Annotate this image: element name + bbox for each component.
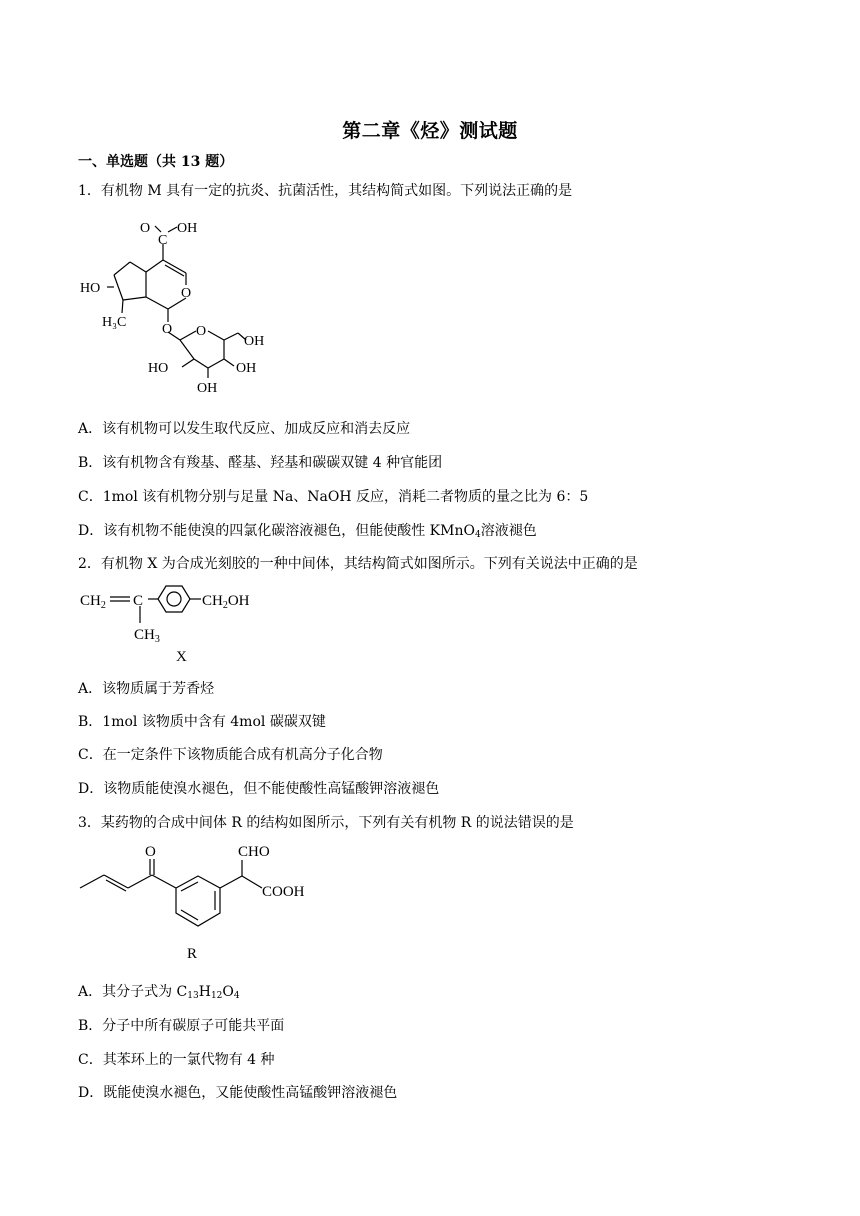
q3-label-cho: CHO bbox=[238, 844, 270, 860]
q3-formula-h: H bbox=[198, 984, 211, 1000]
q2-option-a: A．该物质属于芳香烃 bbox=[78, 681, 215, 697]
q1-label-oh-right: OH bbox=[244, 334, 265, 349]
q1-option-a: A．该有机物可以发生取代反应、加成反应和消去反应 bbox=[78, 421, 411, 437]
q1-option-d-subscript: 4 bbox=[474, 530, 481, 540]
q3-formula-o: O bbox=[222, 984, 234, 1000]
q3-formula-sub-h: 12 bbox=[210, 991, 223, 1001]
q3-label-o: O bbox=[145, 844, 156, 860]
q3-ring-double-bond bbox=[181, 910, 198, 920]
q3-label-cooh: COOH bbox=[262, 884, 305, 900]
q3-option-a bbox=[78, 981, 240, 1001]
q3-bond bbox=[152, 875, 176, 888]
q1-label-oh-bottom: OH bbox=[197, 381, 218, 396]
q3-bond bbox=[220, 876, 242, 888]
q3-benzene-ring bbox=[176, 876, 220, 926]
q2-label-ch2: $CH_2$ bbox=[80, 593, 106, 611]
q3-formula-sub-c: 13 bbox=[187, 991, 199, 1001]
q1-bond bbox=[224, 333, 238, 340]
q1-label-oh-sugar: OH bbox=[236, 361, 257, 376]
q1-structure-figure bbox=[78, 212, 278, 398]
q3-bond bbox=[80, 875, 104, 888]
q2-option-c: C．在一定条件下该物质能合成有机高分子化合物 bbox=[78, 747, 383, 763]
q1-bond bbox=[114, 262, 130, 275]
q1-option-c: C．1mol 该有机物分别与足量 Na、NaOH 反应，消耗二者物质的量之比为 6：5 bbox=[78, 489, 589, 505]
q2-benzene-ring bbox=[158, 586, 190, 612]
q2-option-d: D．该物质能使溴水褪色，但不能使酸性高锰酸钾溶液褪色 bbox=[78, 781, 440, 797]
q3-stem: 3．某药物的合成中间体 R 的结构如图所示，下列有关有机物 R 的说法错误的是 bbox=[78, 815, 574, 831]
q3-structure-figure bbox=[78, 840, 318, 965]
page-title: 第二章《烃》测试题 bbox=[342, 120, 518, 142]
section-heading: 一、单选题（共 13 题） bbox=[78, 154, 234, 170]
q1-label-o-sugar: O bbox=[196, 324, 207, 339]
q2-label-x: X bbox=[176, 649, 187, 665]
q2-label-c: C bbox=[133, 593, 144, 609]
q2-label-ch3: $CH_3$ bbox=[134, 627, 160, 645]
q2-option-b: B．1mol 该物质中含有 4mol 碳碳双键 bbox=[78, 714, 326, 730]
q2-structure-figure bbox=[78, 583, 288, 668]
q1-label-h3c: H₃C bbox=[102, 315, 127, 330]
q1-bond bbox=[146, 297, 168, 309]
q1-bond bbox=[155, 226, 161, 232]
q1-bond bbox=[114, 275, 123, 300]
q1-stem: 1．有机物 M 具有一定的抗炎、抗菌活性，其结构简式如图。下列说法正确的是 bbox=[78, 183, 573, 199]
q1-bond bbox=[130, 262, 146, 272]
q2-stem: 2．有机物 X 为合成光刻胶的一种中间体，其结构简式如图所示。下列有关说法中正确的是 bbox=[78, 556, 638, 572]
q1-bond bbox=[146, 260, 163, 272]
q1-bond bbox=[208, 359, 224, 368]
q1-option-d-tail: 溶液褪色 bbox=[480, 523, 537, 539]
q1-bond bbox=[122, 300, 123, 313]
q1-option-d bbox=[78, 520, 537, 540]
q1-label-c: C bbox=[158, 233, 168, 248]
q1-bond bbox=[224, 359, 234, 366]
q1-label-oh-top: OH bbox=[177, 221, 198, 236]
q3-bond bbox=[128, 875, 152, 888]
q1-bond bbox=[182, 359, 194, 367]
q3-bond bbox=[242, 876, 262, 888]
q1-bond bbox=[180, 340, 194, 359]
q1-bond bbox=[180, 331, 196, 340]
q2-benzene-circle bbox=[167, 592, 181, 606]
q1-option-d-text: D．该有机物不能使溴的四氯化碳溶液褪色，但能使酸性 KMnO bbox=[78, 523, 475, 539]
q3-label-r: R bbox=[187, 946, 198, 962]
q1-label-ho-sugar: HO bbox=[148, 361, 169, 376]
q1-bond bbox=[194, 359, 208, 368]
q3-option-d: D．既能使溴水褪色，又能使酸性高锰酸钾溶液褪色 bbox=[78, 1085, 398, 1101]
q1-label-o-ring: O bbox=[181, 286, 192, 301]
q2-label-ch2oh: $CH_2OH$ bbox=[202, 593, 250, 611]
q1-bond bbox=[168, 227, 177, 232]
q3-option-a-text: A．其分子式为 C bbox=[78, 984, 188, 1000]
q1-label-o-eq: O bbox=[140, 221, 151, 236]
q3-option-b: B．分子中所有碳原子可能共平面 bbox=[78, 1018, 285, 1034]
q1-label-ho-left: HO bbox=[80, 281, 101, 296]
q3-formula-sub-o: 4 bbox=[233, 991, 240, 1001]
q1-option-b: B．该有机物含有羧基、醛基、羟基和碳碳双键 4 种官能团 bbox=[78, 455, 443, 471]
q1-bond bbox=[208, 331, 224, 340]
q3-option-c: C．其苯环上的一氯代物有 4 种 bbox=[78, 1052, 275, 1068]
q1-label-o-link: O bbox=[162, 322, 173, 337]
q1-bond bbox=[123, 297, 146, 300]
